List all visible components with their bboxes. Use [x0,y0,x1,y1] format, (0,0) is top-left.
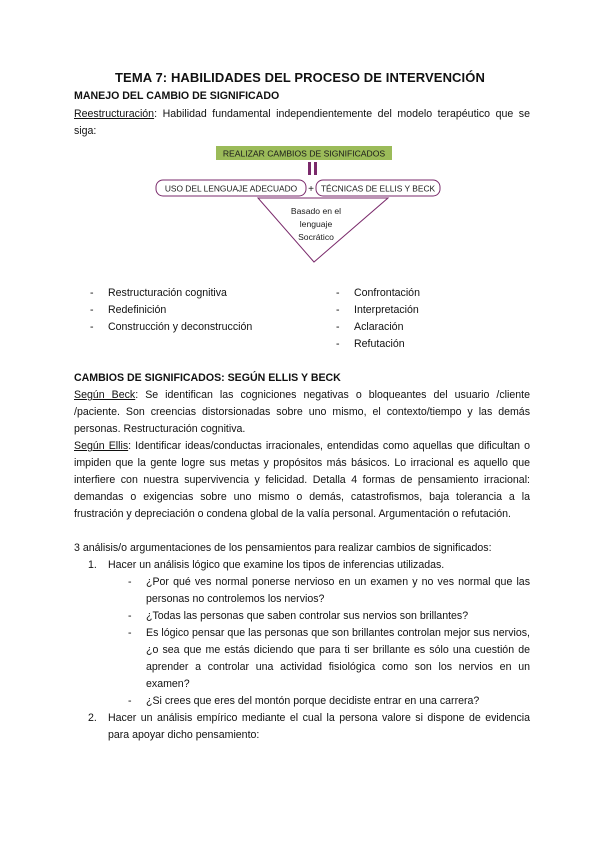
list-item: Refutación [354,338,405,350]
ellis-term: Según Ellis [74,440,129,452]
section-heading-manejo: MANEJO DEL CAMBIO DE SIGNIFICADO [74,90,280,102]
list-item: Confrontación [354,287,420,299]
ellis-text: : Identificar ideas/conductas irracionales, entendidas como aquellas que dificultan o impiden que la gente logre sus metas y propósitos más básicos. Lo irracional es aquello que interfiere con nuestra supervivencia y felicidad. Detalla 4 formas de pensamiento irracional: demandas o exigencias sobre uno mismo o demás, catastrofismos, baja tolerancia a la frustración y depreciación o condena global de la valía personal. Argumentación o refutación. [74,440,530,520]
diagram-triangle-line1: Basado en el [290,206,342,216]
document-page: TEMA 7: HABILIDADES DEL PROCESO DE INTERVENCIÓN MANEJO DEL CAMBIO DE SIGNIFICADO Reestructuración: Habilidad fundamental independientemente del modelo terapéutico que se siga: REALIZAR CAMBIOS DE SIGNIFICADOS USO DEL LENGUAJE ADECUADO + TÉCNICAS DE ELLIS Y BECK Basado en el lenguaje Socrático - Restructuración cognitiva - Redefinición - Construcción y deconstrucción - Confrontación - Interpretación - Aclaración - Refutación CAMBIOS DE SIGNIFICADOS: SEGÚN ELLIS Y BECK Según Beck: Se identifican las cogniciones negativas o bloqueantes del usuario /cliente /paciente. Son creencias distorsionadas sobre uno mismo, el contexto/tiempo y las demás personas. Restructuración cognitiva. Según Ellis: Identificar ideas/conductas irracionales, entendidas como aquellas que dificultan o impiden que la gente logre sus metas y propósitos más básicos. Lo irracional es aquello que interfiere con nuestra supervivencia y felicidad. Detalla 4 formas de pensamiento irracional: demandas o exigencias sobre uno mismo o demás, catastrofismos, baja tolerancia a la frustración y depreciación o condena global de la valía personal. Argumentación o refutación. 3 análisis/o argumentaciones de los pensamientos para realizar cambios de significados: 1. Hacer un análisis lógico que examine los tipos de inferencias utilizadas. - ¿Por qué ves normal ponerse nervioso en un examen y no ves normal que las personas no controlemos los nervios? - ¿Todas las personas que saben controlar sus nervios son brillantes? - Es lógico pensar que las personas que son brillantes controlan mejor sus nervios, ¿o sea que me estás diciendo que para ti ser brillante es sólo una cuestión de aprender a controlar una actividad fisiológica como son los nervios en un examen? - ¿Si crees que eres del montón porque decidiste entrar en una carrera? 2. Hacer un análisis empírico mediante el cual la persona valore si dispone de evidencia para apoyar dicho pensamiento: [0,0,600,848]
ellis-paragraph [74,438,530,523]
reestructuracion-paragraph [74,106,530,140]
significado-diagram [150,142,450,270]
diagram-triangle-line3: Socrático [298,232,334,242]
question-4: ¿Si crees que eres del montón porque decidiste entrar en una carrera? [146,695,480,707]
question-3: Es lógico pensar que las personas que son brillantes controlan mejor sus nervios, ¿o sea que me estás diciendo que para ti ser brillante es sólo una cuestión de aprender a controlar una actividad fisiológica como son los nervios en un examen? [146,627,530,690]
item-number: 2. [88,712,97,724]
question-2: ¿Todas las personas que saben controlar sus nervios son brillantes? [146,610,469,622]
diagram-triangle-line2: lenguaje [299,219,333,229]
reestructuracion-term: Reestructuración [74,108,155,120]
diagram-left-label: USO DEL LENGUAJE ADECUADO [164,183,298,194]
list-item: Construcción y deconstrucción [108,321,253,333]
reestructuracion-definition: : Habilidad fundamental independientemente del modelo terapéutico que se siga: [74,108,530,137]
analysis-item-1: Hacer un análisis lógico que examine los tipos de inferencias utilizadas. [108,559,445,571]
diagram-plus: + [308,184,314,195]
list-item: Restructuración cognitiva [108,287,227,299]
page-title: TEMA 7: HABILIDADES DEL PROCESO DE INTERVENCIÓN [115,70,485,85]
diagram-top-label: REALIZAR CAMBIOS DE SIGNIFICADOS [222,148,386,159]
beck-text: : Se identifican las cogniciones negativas o bloqueantes del usuario /cliente /paciente. Son creencias distorsionadas sobre uno mismo, el contexto/tiempo y las demás personas. Restructuración cognitiva. [74,389,530,435]
beck-paragraph [74,387,530,438]
question-1: ¿Por qué ves normal ponerse nervioso en un examen y no ves normal que las personas no controlemos los nervios? [146,576,530,605]
diagram-connector-right [314,162,317,175]
diagram-right-label: TÉCNICAS DE ELLIS Y BECK [320,183,436,194]
list-item: Interpretación [354,304,419,316]
list-item: Aclaración [354,321,404,333]
diagram-connector-left [308,162,311,175]
section-heading-ellis-beck: CAMBIOS DE SIGNIFICADOS: SEGÚN ELLIS Y BECK [74,372,341,384]
analysis-intro: 3 análisis/o argumentaciones de los pensamientos para realizar cambios de significados: [74,542,492,554]
item-number: 1. [88,559,97,571]
list-item: Redefinición [108,304,167,316]
beck-term: Según Beck [74,389,136,401]
analysis-item-2: Hacer un análisis empírico mediante el cual la persona valore si dispone de evidencia para apoyar dicho pensamiento: [108,712,530,741]
